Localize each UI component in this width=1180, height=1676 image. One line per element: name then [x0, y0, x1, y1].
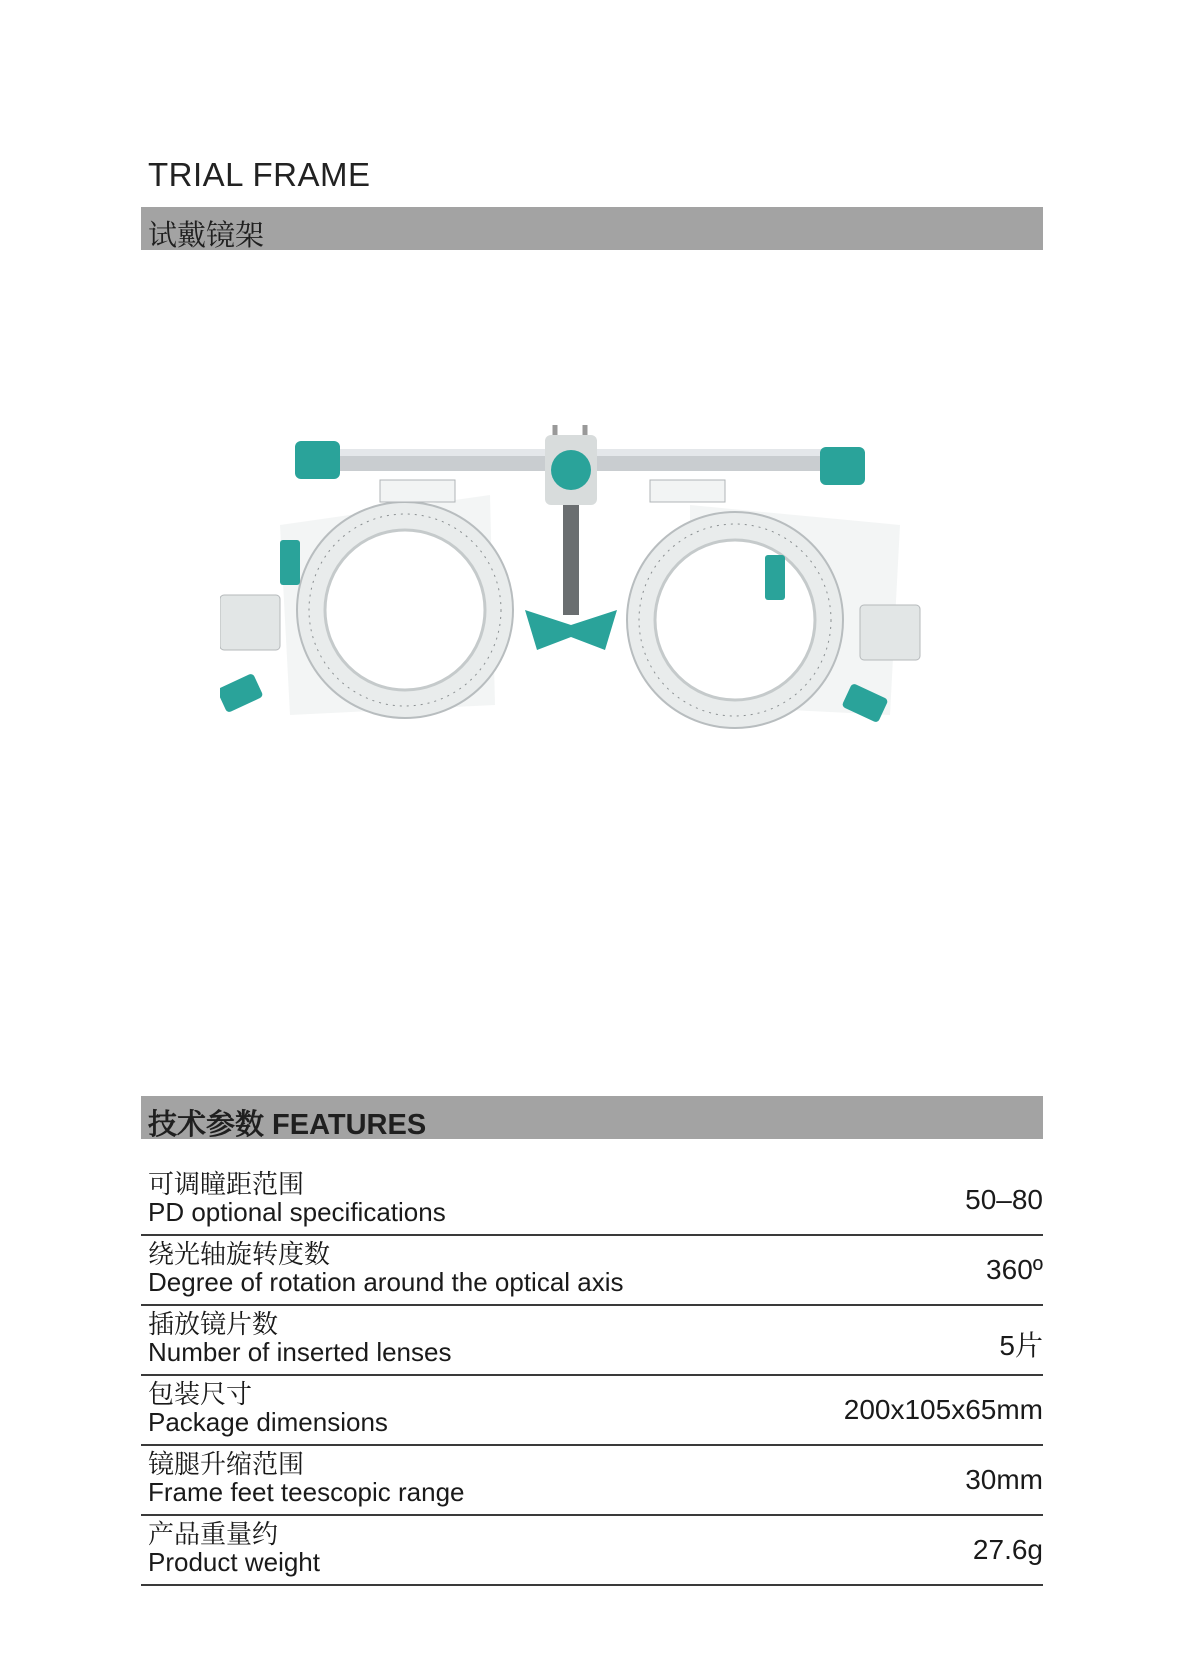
- features-bar: [141, 1096, 1043, 1139]
- spec-row: [141, 1306, 1043, 1376]
- left-temple-tab: [220, 673, 264, 713]
- spec-label-cn: 镜腿升缩范围: [148, 1449, 305, 1479]
- subtitle-bar: [141, 207, 1043, 250]
- spec-label-en: PD optional specifications: [148, 1197, 446, 1227]
- spec-value: 50–80: [965, 1184, 1043, 1215]
- spec-label-en: Package dimensions: [148, 1407, 388, 1437]
- spec-value: 27.6g: [972, 1534, 1043, 1565]
- trial-frame-photo: [220, 425, 960, 785]
- right-rail-cap: [820, 447, 865, 485]
- subtitle-cn: 试戴镜架: [148, 220, 265, 252]
- spec-table: [141, 1166, 1043, 1586]
- center-knob: [551, 450, 591, 490]
- spec-value: 360º: [986, 1254, 1043, 1285]
- spec-label-cn: 绕光轴旋转度数: [148, 1239, 331, 1269]
- spec-label-cn: 包装尺寸: [148, 1379, 253, 1409]
- spec-row: [141, 1376, 1043, 1446]
- spec-label-en: Frame feet teescopic range: [148, 1477, 465, 1507]
- spec-value: 30mm: [965, 1464, 1043, 1495]
- spec-label-en: Number of inserted lenses: [148, 1337, 452, 1367]
- spec-label-cn: 插放镜片数: [148, 1309, 279, 1339]
- features-heading: 技术参数 FEATURES: [148, 1109, 427, 1141]
- spec-row: [141, 1446, 1043, 1516]
- spec-value: 200x105x65mm: [843, 1394, 1043, 1425]
- spec-row: [141, 1166, 1043, 1236]
- spec-label-en: Product weight: [148, 1547, 320, 1577]
- spec-label-cn: 可调瞳距范围: [148, 1169, 305, 1199]
- spec-row: [141, 1236, 1043, 1306]
- spec-label-cn: 产品重量约: [148, 1519, 279, 1549]
- left-rail-cap: [295, 441, 340, 479]
- spec-value: 5片: [999, 1330, 1043, 1361]
- page-title: TRIAL FRAME: [148, 156, 371, 193]
- spec-label-en: Degree of rotation around the optical axis: [148, 1267, 624, 1297]
- spec-row: [141, 1516, 1043, 1586]
- nose-pad: [525, 610, 617, 650]
